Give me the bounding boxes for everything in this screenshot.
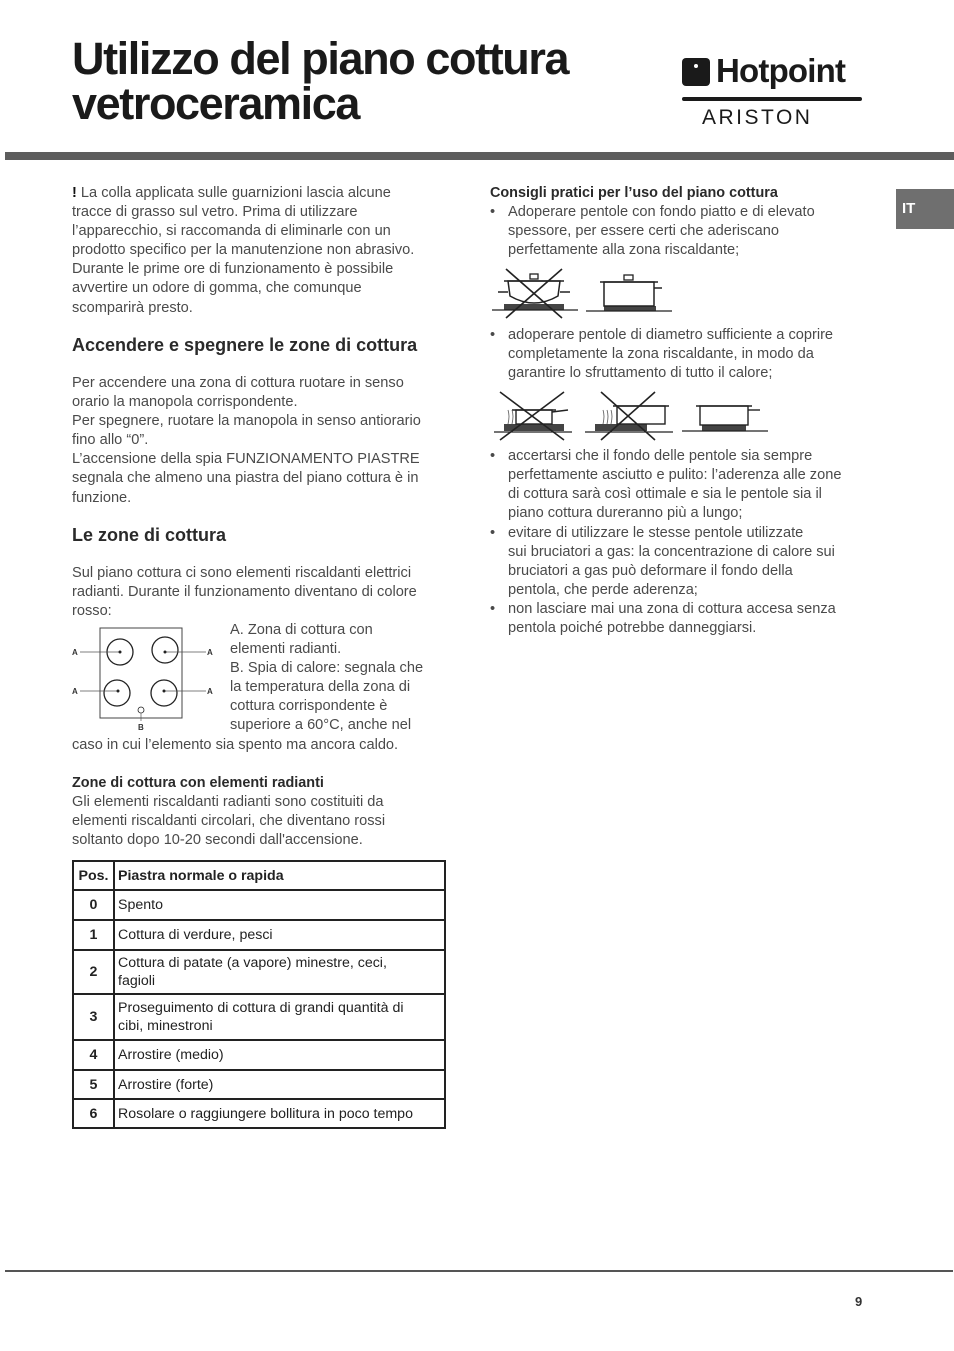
table-cell-desc: Spento xyxy=(114,890,445,920)
pot-flat-bottom-correct-icon xyxy=(586,266,676,322)
language-tab: IT xyxy=(896,189,954,229)
hotpoint-ariston-logo xyxy=(682,54,864,130)
table-row xyxy=(73,1099,445,1128)
header-rule xyxy=(5,152,954,160)
table-header-desc: Piastra normale o rapida xyxy=(114,861,445,890)
label-a-bottom-right: A xyxy=(207,687,213,696)
table-row xyxy=(73,920,445,950)
table-cell-pos: 2 xyxy=(73,950,114,994)
table-cell-pos: 3 xyxy=(73,994,114,1040)
logo-mark-icon xyxy=(682,58,710,86)
tip-item: • adoperare pentole di diametro sufficiente a coprire completamente la zona riscaldante, in modo da garantire lo sfruttamento di tutto il calore; xyxy=(490,327,834,382)
power-levels-table xyxy=(72,860,446,1129)
table-row xyxy=(73,994,445,1040)
pot-not-centered-wrong-icon xyxy=(585,388,675,444)
tip-item: • accertarsi che il fondo delle pentole sia sempre perfettamente asciutto e pulito: l’aderenza alle zone di cottura sarà così ottimale e sia le pentole sia il piano cottura dureranno più a lungo; xyxy=(490,448,842,522)
footer-rule xyxy=(5,1270,953,1272)
tip-item: • non lasciare mai una zona di cottura accesa senza pentola poiché potrebbe danneggiarsi. xyxy=(490,601,836,637)
table-cell-desc: Arrostire (forte) xyxy=(114,1070,445,1099)
table-row xyxy=(73,950,445,994)
warning-mark: ! xyxy=(72,185,77,201)
label-a-top-right: A xyxy=(207,648,213,657)
page-number: 9 xyxy=(855,1294,863,1309)
table-cell-desc: Cottura di patate (a vapore) minestre, ceci, fagioli xyxy=(114,950,445,994)
intro-paragraph: ! La colla applicata sulle guarnizioni lascia alcune tracce di grasso sul vetro. Prima di utilizzare l’apparecchio, si raccomanda di eliminarle con un prodotto specifico per la manutenzione non abrasivo. Durante le prime ore di funzionamento è possibile avvertire un odore di gomma, che comunque scomparirà presto. xyxy=(72,185,415,316)
table-cell-desc: Cottura di verdure, pesci xyxy=(114,920,445,950)
table-cell-pos: 0 xyxy=(73,890,114,920)
table-cell-pos: 4 xyxy=(73,1040,114,1070)
table-cell-pos: 6 xyxy=(73,1099,114,1128)
table-header-row xyxy=(73,861,445,890)
logo-brand: Hotpoint xyxy=(716,52,846,89)
tip-item: • Adoperare pentole con fondo piatto e di elevato spessore, per essere certi che aderiscano perfettamente alla zona riscaldante; xyxy=(490,204,815,259)
table-row xyxy=(73,1070,445,1099)
logo-divider xyxy=(682,97,862,101)
table-cell-desc: Rosolare o raggiungere bollitura in poco tempo xyxy=(114,1099,445,1128)
table-header-pos: Pos. xyxy=(73,861,114,890)
section-heading-zone: Le zone di cottura xyxy=(72,525,227,545)
hob-diagram xyxy=(70,626,220,736)
tip-item: • evitare di utilizzare le stesse pentole utilizzate sui bruciatori a gas: la concentrazione di calore sui bruciatori a gas può deformare il fondo della pentola, che perde aderenza; xyxy=(490,525,835,599)
title-line-2: vetroceramica xyxy=(72,78,360,129)
label-a-bottom-left: A xyxy=(72,687,78,696)
label-b: B xyxy=(138,723,144,732)
section-paragraph-radianti: Gli elementi riscaldanti radianti sono costituiti da elementi riscaldanti circolari, che diventano rossi soltanto dopo 10-20 secondi dall'accensione. xyxy=(72,794,386,849)
tips-heading: Consigli pratici per l’uso del piano cottura xyxy=(490,185,778,201)
diagram-legend-tail: caso in cui l’elemento sia spento ma ancora caldo. xyxy=(72,737,399,753)
table-row xyxy=(73,890,445,920)
pot-right-size-correct-icon xyxy=(682,388,772,444)
hob-diagram-svg xyxy=(70,626,220,736)
table-cell-desc: Arrostire (medio) xyxy=(114,1040,445,1070)
diagram-legend: A. Zona di cottura con elementi radianti. B. Spia di calore: segnala che la temperatura della zona di cottura corrispondente è superiore a 60°C, anche nel xyxy=(230,622,424,734)
pot-too-small-wrong-icon xyxy=(492,388,574,444)
table-cell-desc: Proseguimento di cottura di grandi quantità di cibi, minestroni xyxy=(114,994,445,1040)
table-row xyxy=(73,1040,445,1070)
pot-curved-bottom-wrong-icon xyxy=(490,266,580,322)
section-heading-accendere: Accendere e spegnere le zone di cottura xyxy=(72,335,418,355)
section-paragraph-zone: Sul piano cottura ci sono elementi riscaldanti elettrici radianti. Durante il funzionamento diventano di colore rosso: xyxy=(72,565,417,620)
logo-sub: ARISTON xyxy=(702,106,813,129)
table-cell-pos: 1 xyxy=(73,920,114,950)
title-line-1: Utilizzo del piano cottura xyxy=(72,33,569,84)
label-a-top-left: A xyxy=(72,648,78,657)
section-paragraph-accendere: Per accendere una zona di cottura ruotare in senso orario la manopola corrispondente. Per spegnere, ruotare la manopola in senso antiorario fino allo “0”. L’accensione della spia FUNZIONAMENTO PIASTRE segnala che almeno una piastra del piano cottura è in funzione. xyxy=(72,375,421,506)
section-heading-radianti: Zone di cottura con elementi radianti xyxy=(72,775,324,791)
page-title xyxy=(72,33,569,129)
table-cell-pos: 5 xyxy=(73,1070,114,1099)
